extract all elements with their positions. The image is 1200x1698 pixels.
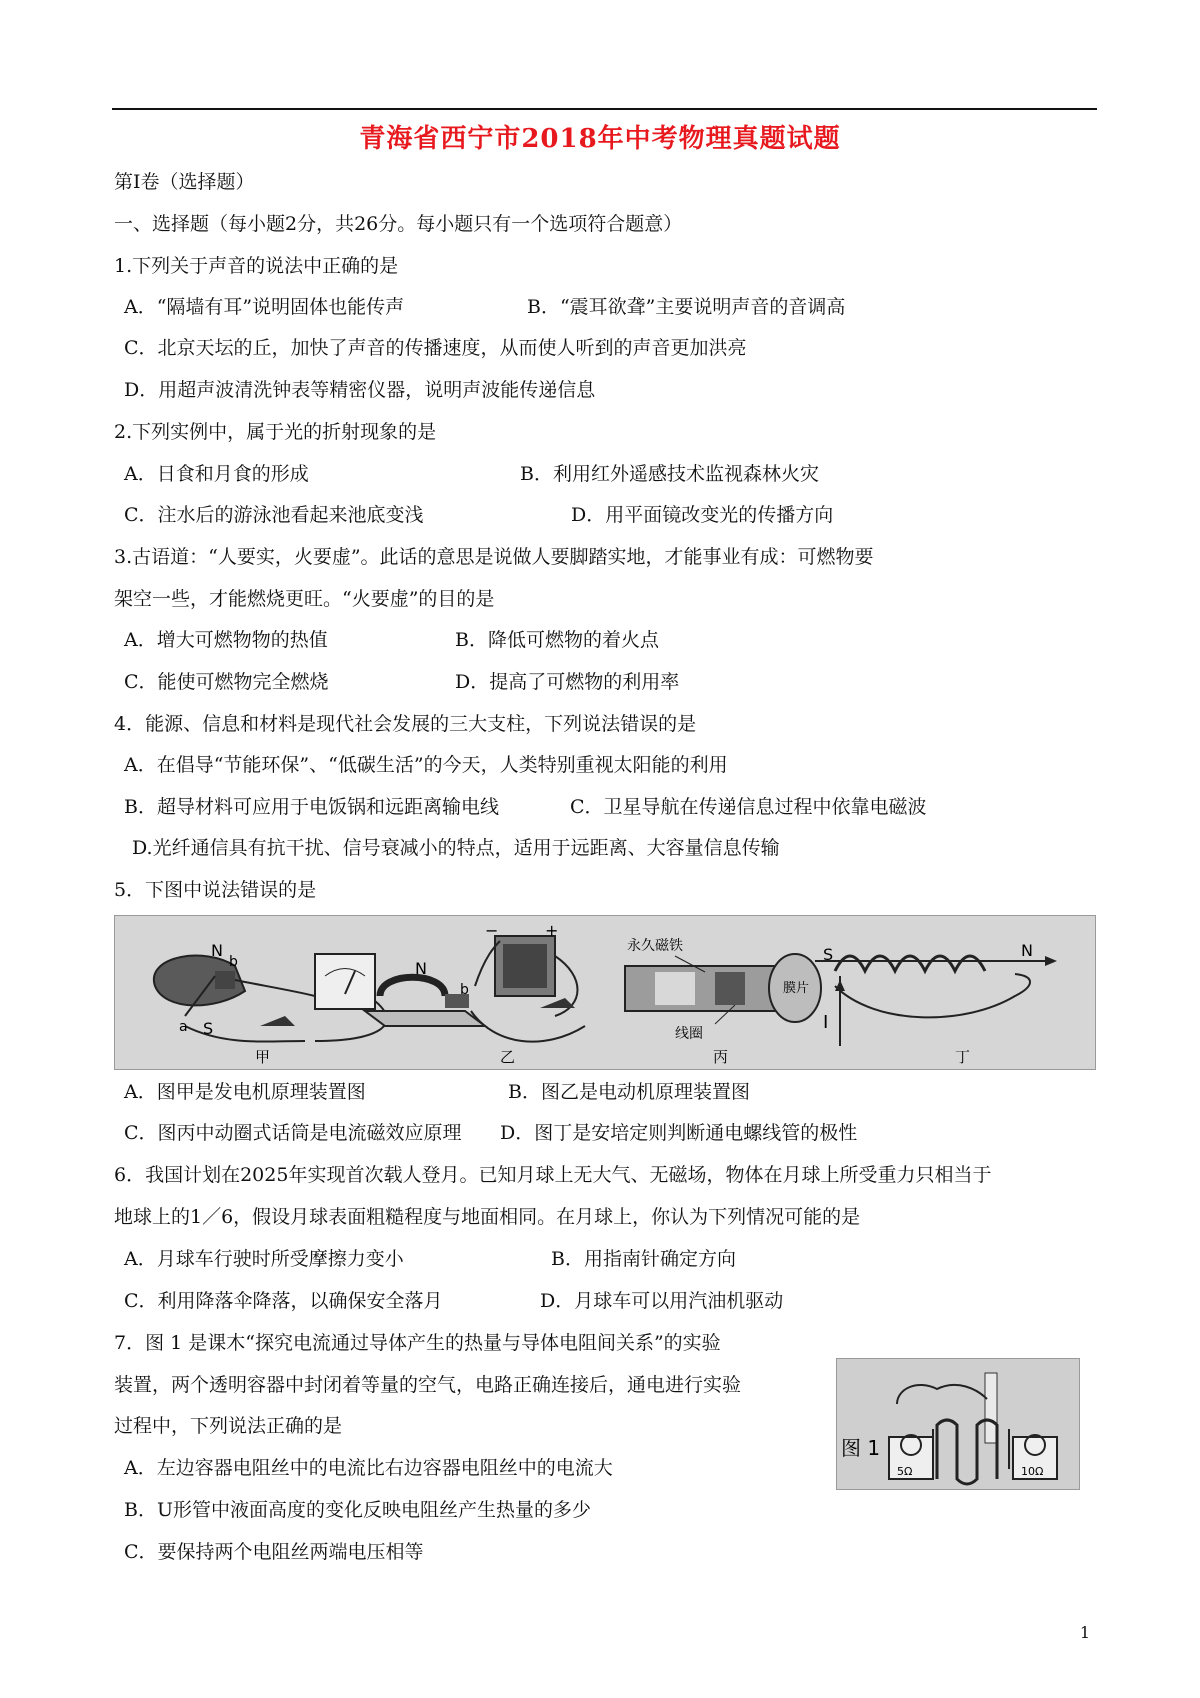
question-1-option-c: C．北京天坛的丘，加快了声音的传播速度，从而使人听到的声音更加洪亮 [124, 337, 747, 359]
question-1-option-a: A．“隔墙有耳”说明固体也能传声 [124, 296, 405, 318]
page-title: 青海省西宁市2018年中考物理真题试题 [359, 124, 841, 154]
label-plus: + [545, 921, 559, 940]
left-resistor-label: 5Ω [897, 1465, 913, 1478]
question-2-stem: 2.下列实例中，属于光的折射现象的是 [114, 421, 437, 443]
question-4-option-a: A．在倡导“节能环保”、“低碳生活”的今天，人类特别重视太阳能的利用 [124, 754, 728, 776]
question-3-option-a: A．增大可燃物物的热值 [124, 629, 328, 651]
question-4-option-d: D.光纤通信具有抗干扰、信号衰减小的特点，适用于远距离、大容量信息传输 [132, 837, 780, 859]
question-3-stem-line2: 架空一些，才能燃烧更旺。“火要虚”的目的是 [114, 588, 495, 610]
question-5-stem: 5．下图中说法错误的是 [114, 879, 317, 901]
question-5-figure [114, 915, 1096, 1070]
question-5-option-b: B．图乙是电动机原理装置图 [508, 1081, 750, 1103]
question-6-option-b: B．用指南针确定方向 [551, 1248, 736, 1270]
question-7-stem-line2: 装置，两个透明容器中封闭着等量的空气，电路正确连接后，通电进行实验 [114, 1374, 742, 1396]
question-2-option-d: D．用平面镜改变光的传播方向 [571, 504, 834, 526]
question-4-option-c: C．卫星导航在传递信息过程中依靠电磁波 [570, 796, 927, 818]
caption-bing: 丙 [713, 1048, 729, 1066]
question-7-option-b: B．U形管中液面高度的变化反映电阻丝产生热量的多少 [124, 1499, 591, 1521]
heating-experiment-diagram [837, 1359, 1079, 1489]
question-6-option-d: D．月球车可以用汽油机驱动 [540, 1290, 784, 1312]
label-coil: 线圈 [675, 1026, 703, 1042]
caption-yi: 乙 [500, 1048, 516, 1066]
question-6-option-a: A．月球车行驶时所受摩擦力变小 [124, 1248, 404, 1270]
figure-jia [154, 941, 387, 1066]
question-3-stem-line1: 3.古语道：“人要实，火要虚”。此话的意思是说做人要脚踏实地，才能事业有成：可燃物要 [114, 546, 874, 568]
label-a-jia: a [179, 1019, 188, 1035]
label-minus: − [485, 921, 499, 940]
figure-1-caption: 图 1 [841, 1436, 881, 1460]
label-n-yi: N [415, 959, 427, 978]
label-s-jia: S [203, 1019, 214, 1038]
figure-bing [625, 937, 821, 1066]
question-7-stem-line1: 7．图 1 是课木“探究电流通过导体产生的热量与导体电阻间关系”的实验 [114, 1332, 721, 1354]
question-7-stem-line3: 过程中，下列说法正确的是 [114, 1415, 343, 1437]
question-6-stem-line1: 6．我国计划在2025年实现首次载人登月。已知月球上无大气、无磁场，物体在月球上所受重力只相当于 [114, 1164, 992, 1186]
figure-ding [815, 941, 1057, 1066]
page-number: 1 [1079, 1623, 1090, 1642]
question-6-option-c: C．利用降落伞降落，以确保安全落月 [124, 1290, 443, 1312]
question-3-option-c: C．能使可燃物完全燃烧 [124, 671, 329, 693]
question-7-figure [836, 1358, 1080, 1490]
caption-jia: 甲 [255, 1048, 271, 1066]
label-s-ding: S [823, 945, 834, 964]
question-6-stem-line2: 地球上的1／6，假设月球表面粗糙程度与地面相同。在月球上，你认为下列情况可能的是 [114, 1206, 861, 1228]
label-b-jia: b [229, 954, 238, 970]
question-1-stem: 1.下列关于声音的说法中正确的是 [114, 255, 399, 277]
question-3-option-b: B．降低可燃物的着火点 [455, 629, 659, 651]
label-n-jia: N [211, 941, 223, 960]
question-3-option-d: D．提高了可燃物的利用率 [455, 671, 680, 693]
question-5-option-c: C．图丙中动圈式话筒是电流磁效应原理 [124, 1122, 462, 1144]
right-resistor-label: 10Ω [1021, 1465, 1044, 1478]
section-heading: 第Ⅰ卷（选择题） [114, 171, 255, 193]
caption-ding: 丁 [955, 1048, 971, 1066]
question-1-option-d: D．用超声波清洗钟表等精密仪器，说明声波能传递信息 [124, 379, 596, 401]
label-current-i: I [823, 1012, 829, 1033]
electromagnetism-diagrams [115, 916, 1095, 1069]
question-2-option-a: A．日食和月食的形成 [124, 463, 309, 485]
label-n-ding: N [1021, 941, 1033, 960]
label-film: 膜片 [783, 981, 810, 996]
question-4-stem: 4．能源、信息和材料是现代社会发展的三大支柱，下列说法错误的是 [114, 713, 697, 735]
question-2-option-b: B．利用红外遥感技术监视森林火灾 [520, 463, 819, 485]
question-1-option-b: B．“震耳欲聋”主要说明声音的音调高 [527, 296, 846, 318]
question-7-option-a: A．左边容器电阻丝中的电流比右边容器电阻丝中的电流大 [124, 1457, 613, 1479]
figure-yi [365, 921, 585, 1066]
label-b-yi: b [460, 982, 469, 998]
question-2-option-c: C．注水后的游泳池看起来池底变浅 [124, 504, 424, 526]
question-5-option-a: A．图甲是发电机原理装置图 [124, 1081, 366, 1103]
label-magnet: 永久磁铁 [627, 938, 683, 954]
question-4-option-b: B．超导材料可应用于电饭锅和远距离输电线 [124, 796, 499, 818]
question-5-option-d: D．图丁是安培定则判断通电螺线管的极性 [500, 1122, 858, 1144]
header-rule [112, 108, 1097, 110]
question-7-option-c: C．要保持两个电阻丝两端电压相等 [124, 1541, 424, 1563]
instructions: 一、选择题（每小题2分，共26分。每小题只有一个选项符合题意） [114, 213, 683, 235]
